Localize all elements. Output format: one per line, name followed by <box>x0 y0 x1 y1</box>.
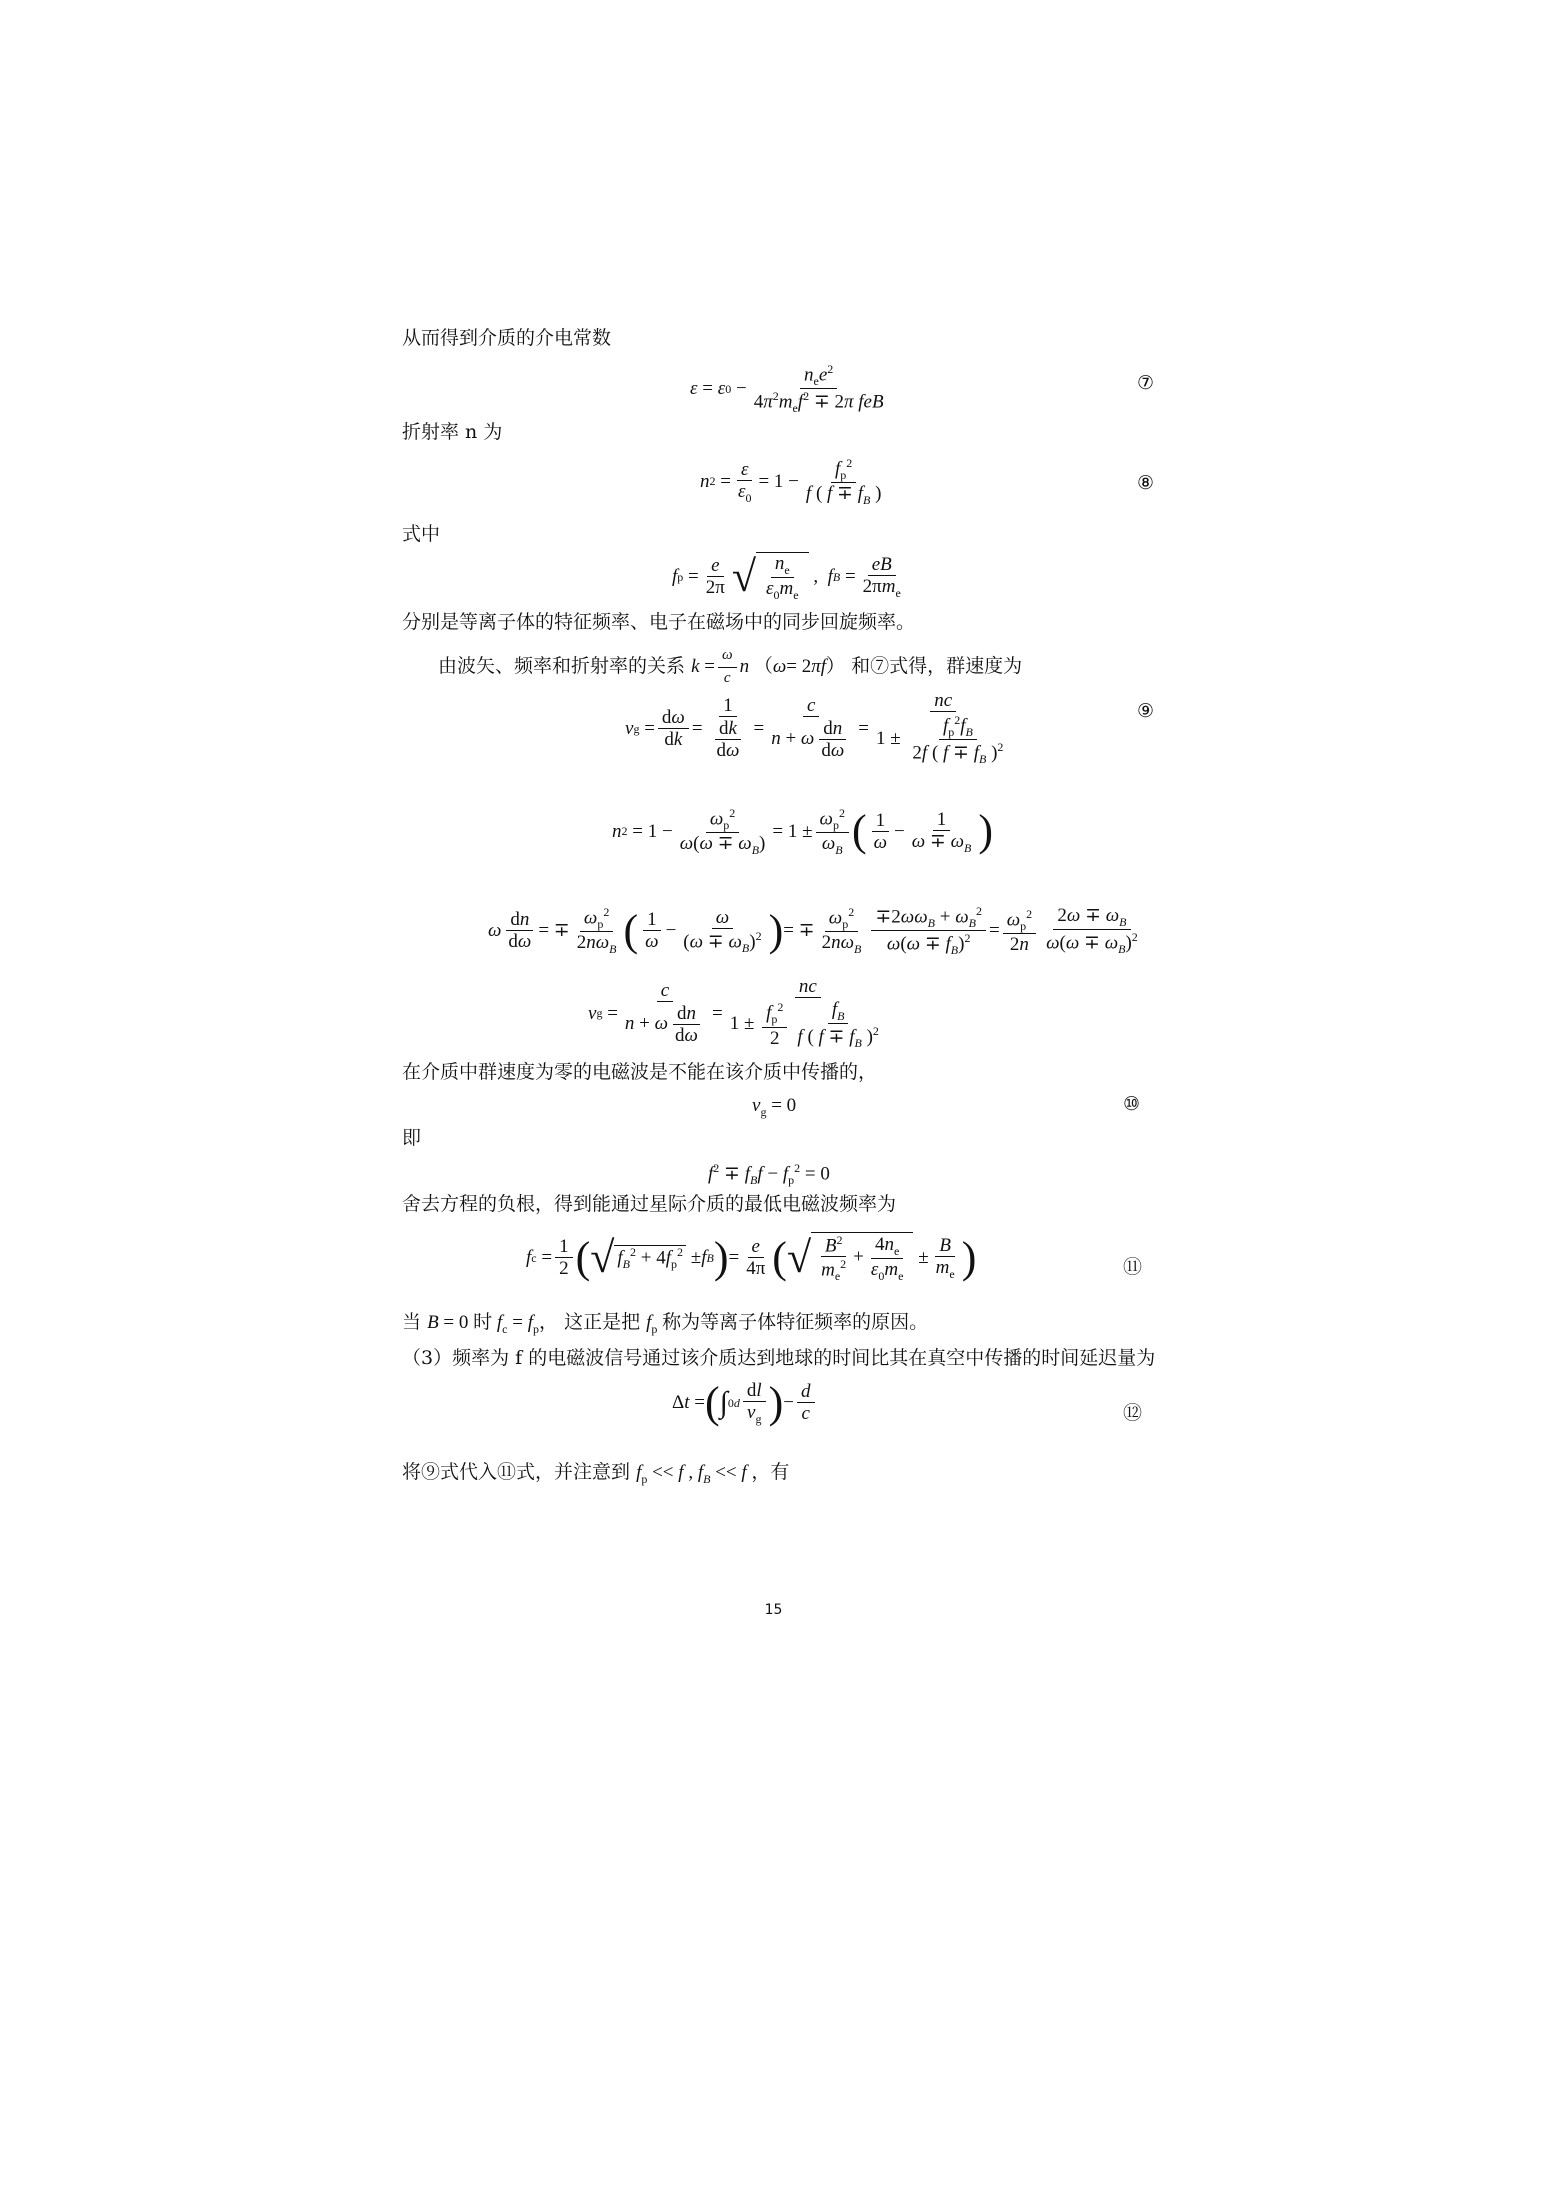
equation-number: ⑦ <box>1137 372 1155 394</box>
text-line: 在介质中群速度为零的电磁波是不能在该介质中传播的， <box>402 1061 878 1083</box>
text-line: 由波矢、频率和折射率的关系 k = $\frac{\omega}{c}$ n （ ω = 2 πf ） 和⑦式得，群速度为 <box>438 647 1023 686</box>
equation-quadratic: $f^2 \mp f_Bf - f_p^2 = 0$ <box>708 1161 830 1188</box>
equation-10: $v_g = 0$ <box>752 1095 797 1119</box>
equation-vg: v g = c n + ω $\frac{dn}{d\omega}$ = nc 1 ± $\frac{f_p^2}{2}$ $\frac{f_B}{f ( f \mp f_B )^2}$ <box>588 976 879 1050</box>
text-segment: 和⑦式得，群速度为 <box>851 655 1023 677</box>
equation-dn-domega: ω $\frac{dn}{d\omega}$ = ∓ $\frac{\omega_p^2}{2n\omega_B}$ ( $\frac{1}{\omega}$ − $\frac{\omega}{(\omega \mp \omega_B)^2}$ ) = ∓ $\frac{\omega_p^2}{2n\omega_B}$ $\frac{\mp 2\omega\omega_B + \omega_B^2}{\omega(\omega \mp f_B)^2}$ = $\frac{\omega_p^2}{2n}$ $\frac{2\omega \mp \omega_B}{\omega(\omega \mp \omega_B)^2}$ <box>488 904 1138 958</box>
equation-number: ⑫ <box>1123 1402 1143 1424</box>
text-segment: ，有 <box>751 1461 790 1483</box>
equation-number: ⑧ <box>1137 472 1155 494</box>
text-line: 分别是等离子体的特征频率、电子在磁场中的同步回旋频率。 <box>402 611 916 633</box>
equation-12: Δ t = ( ∫ 0 d $\frac{dl}{v_g}$ ) − $\frac{d}{c}$ <box>672 1380 818 1426</box>
equation-number: ⑪ <box>1123 1256 1143 1278</box>
equation-n2-omega: n 2 = 1 − $\frac{\omega_p^2}{\omega(\omega \mp \omega_B)}$ = 1 ± $\frac{\omega_p^2}{\omega_B}$ ( $\frac{1}{\omega}$ − $\frac{1}{\omega \mp \omega_B}$ ) <box>612 806 994 857</box>
text-line: 当 B = 0 时 $f_c = f_p$， 这正是把 $f_p$ 称为等离子体特征频率的原因。 <box>402 1311 929 1336</box>
text-line: 将⑨式代入⑪式，并注意到 $f_p << f$ , $f_B << f$ ，有 <box>402 1461 790 1486</box>
text-segment: 当 <box>402 1311 422 1333</box>
text-line: 即 <box>402 1127 422 1149</box>
text-line: 折射率 n 为 <box>402 421 503 443</box>
text-line: 从而得到介质的介电常数 <box>402 327 612 349</box>
text-segment: 由波矢、频率和折射率的关系 <box>438 655 686 677</box>
text-line: 式中 <box>402 523 441 545</box>
text-segment: 称为等离子体特征频率的原因。 <box>662 1311 929 1333</box>
text-segment: 将⑨式代入⑪式，并注意到 <box>402 1461 631 1483</box>
equation-11: f c = $\frac{1}{2}$ ( √ $f_B^2 + 4f_p^2$ ± f B ) = $\frac{e}{4\pi}$ ( √ $\frac{B^2}{m_e^2}$ + $\frac{4n_e}{\varepsilon_0m_e}$ ± $\frac{B}{m_e}$ ) <box>526 1232 977 1284</box>
equation-8: n 2 = $\frac{\varepsilon}{\varepsilon_0}$ = 1 − $\frac{f_p^2}{f ( f \mp f_B )}$ <box>700 456 882 507</box>
equation-fp-fB: f p = $\frac{e}{2\pi}$ √ $\frac{n_e}{\varepsilon_0m_e}$ , f B = $\frac{eB}{2\pi m_e}$ <box>672 551 901 602</box>
equation-number: ⑨ <box>1137 700 1155 722</box>
equation-number: ⑩ <box>1123 1093 1141 1115</box>
equation-7: ε = ε 0 − $\frac{n_ee^2}{4\pi^2m_ef^2 \mp 2\pi feB}$ <box>690 362 884 416</box>
equation-9: v g = $\frac{d\omega}{dk}$ = $\frac{1}{\frac{dk}{d\omega}}$ = c n + ω $\frac{dn}{d\omega}$ = nc 1 ± $\frac{f_p^2f_B}{2f ( f \mp f_B )^2}$ <box>625 690 1004 767</box>
page-number: 15 <box>764 1602 783 1618</box>
text-line: （3）频率为 f 的电磁波信号通过该介质达到地球的时间比其在真空中传播的时间延迟量为 <box>402 1347 1156 1369</box>
text-segment: 这正是把 <box>564 1311 641 1333</box>
text-line: 舍去方程的负根，得到能通过星际介质的最低电磁波频率为 <box>402 1193 897 1215</box>
